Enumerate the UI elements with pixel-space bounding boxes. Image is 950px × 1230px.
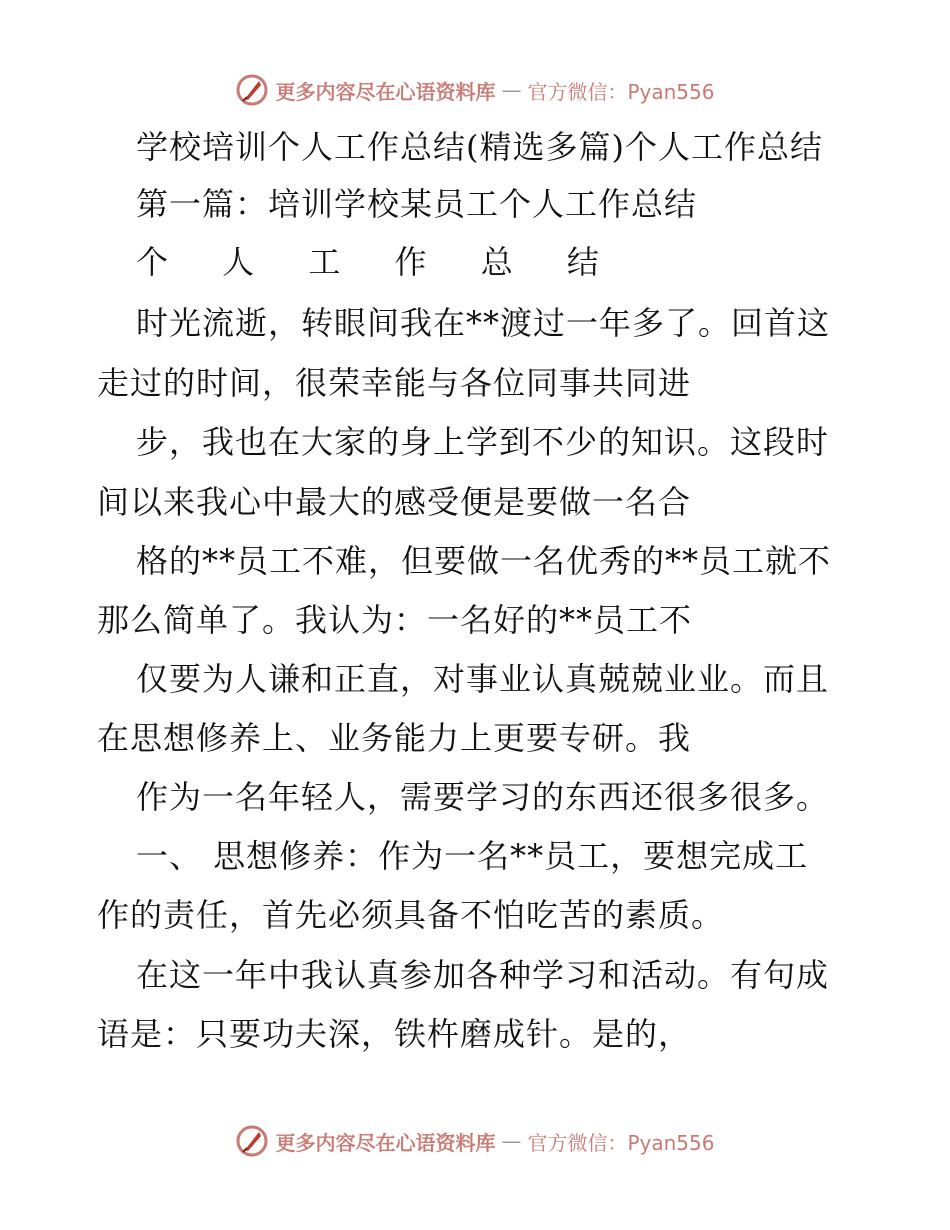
section-heading: 个 人 工 作 总 结	[136, 243, 621, 281]
body-line: 一、 思想修养：作为一名**员工，要想完成工	[136, 837, 809, 875]
document-subtitle: 第一篇：培训学校某员工个人工作总结	[136, 185, 698, 223]
watermark-separator: —	[501, 78, 522, 102]
watermark-separator: —	[501, 1129, 522, 1153]
body-line: 在这一年中我认真参加各种学习和活动。有句成	[136, 956, 830, 994]
body-line: 在思想修养上、业务能力上更要专研。我	[97, 719, 692, 757]
body-line: 格的**员工不难，但要做一名优秀的**员工就不	[136, 542, 832, 580]
quill-logo-icon	[235, 73, 269, 107]
watermark-text: 更多内容尽在心语资料库	[275, 1130, 496, 1155]
body-line: 作的责任，首先必须具备不怕吃苦的素质。	[97, 896, 725, 934]
watermark-contact: 官方微信：Pyan556	[527, 1130, 715, 1155]
body-line: 语是：只要功夫深，铁杵磨成针。是的，	[97, 1015, 692, 1053]
header-watermark	[0, 70, 950, 110]
watermark-contact: 官方微信：Pyan556	[527, 79, 715, 104]
document-title: 学校培训个人工作总结(精选多篇)个人工作总结	[136, 128, 823, 166]
quill-logo-icon	[235, 1124, 269, 1158]
body-line: 时光流逝，转眼间我在**渡过一年多了。回首这	[136, 304, 831, 342]
body-line: 作为一名年轻人，需要学习的东西还很多很多。	[136, 778, 830, 816]
footer-watermark	[0, 1121, 950, 1161]
watermark-text: 更多内容尽在心语资料库	[275, 79, 496, 104]
body-line: 仅要为人谦和正直，对事业认真兢兢业业。而且	[136, 660, 830, 698]
body-line: 步，我也在大家的身上学到不少的知识。这段时	[136, 423, 830, 461]
body-line: 间以来我心中最大的感受便是要做一名合	[97, 483, 692, 521]
body-line: 走过的时间，很荣幸能与各位同事共同进	[97, 364, 692, 402]
body-line: 那么简单了。我认为：一名好的**员工不	[97, 601, 693, 639]
